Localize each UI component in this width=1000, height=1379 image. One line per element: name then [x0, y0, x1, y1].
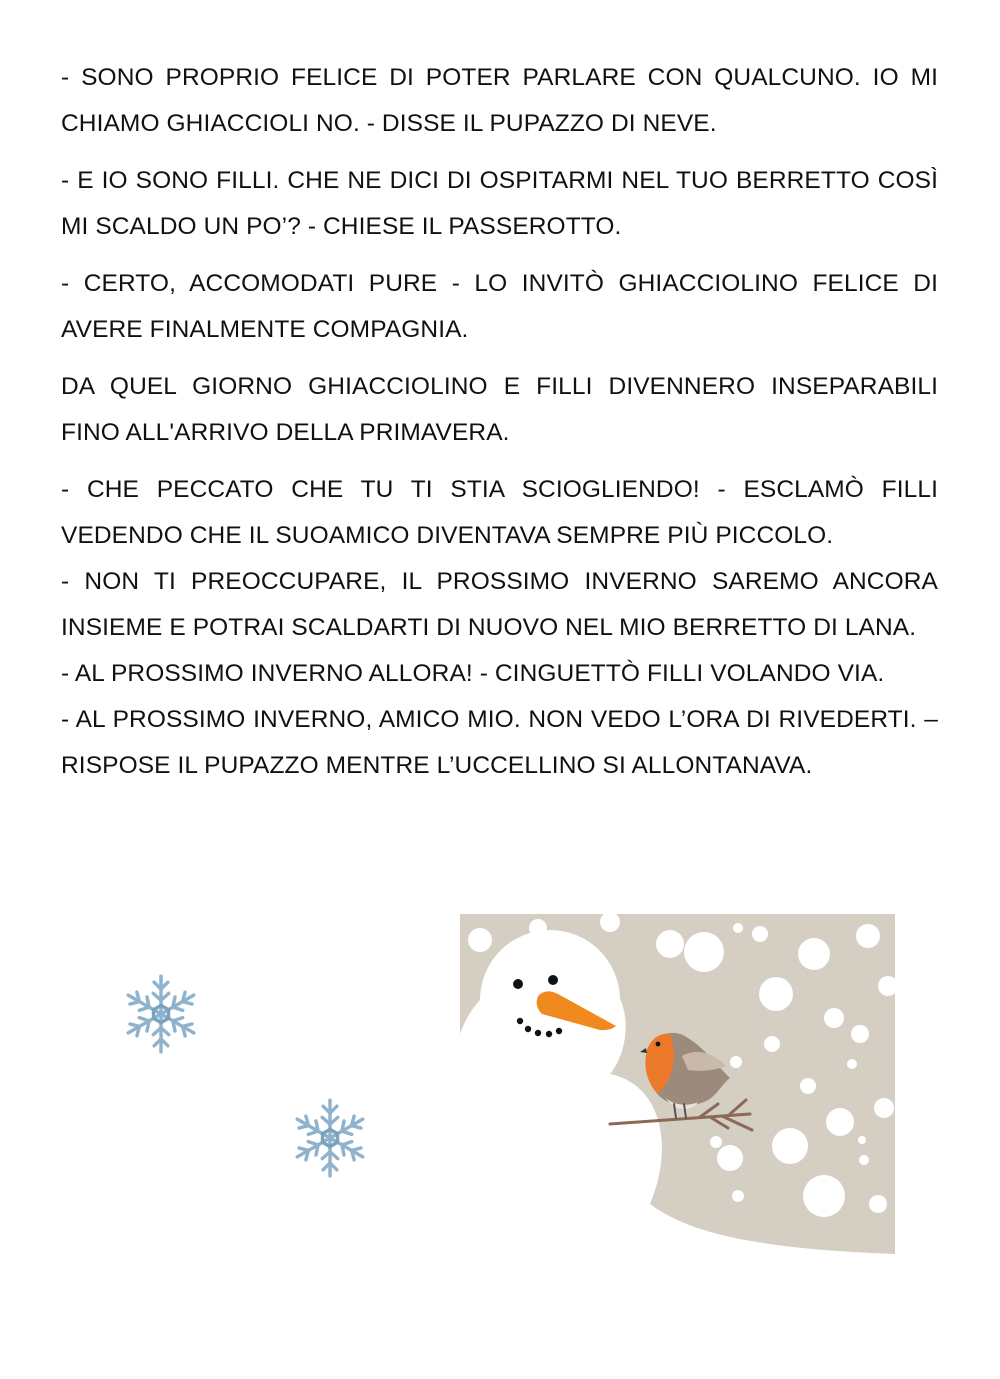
story-paragraph: DA QUEL GIORNO GHIACCIOLINO E FILLI DIVENNERO INSEPARABILI FINO ALL'ARRIVO DELLA PRIMAVERA. — [61, 373, 938, 446]
story-text — [61, 55, 938, 789]
story-paragraph: - AL PROSSIMO INVERNO ALLORA! - CINGUETTÒ FILLI VOLANDO VIA. — [61, 660, 885, 687]
story-paragraph: - E IO SONO FILLI. CHE NE DICI DI OSPITARMI NEL TUO BERRETTO COSÌ MI SCALDO UN PO’? - CHIESE IL PASSEROTTO. — [61, 167, 938, 240]
snowflake-icon — [287, 1092, 373, 1184]
story-paragraph: - AL PROSSIMO INVERNO, AMICO MIO. NON VEDO L’ORA DI RIVEDERTI. – RISPOSE IL PUPAZZO MENTRE L’UCCELLINO SI ALLONTANAVA. — [61, 706, 938, 779]
snowman-illustration — [460, 914, 895, 1297]
story-paragraph: - CHE PECCATO CHE TU TI STIA SCIOGLIENDO! - ESCLAMÒ FILLI VEDENDO CHE IL SUOAMICO DIVENTAVA SEMPRE PIÙ PICCOLO. — [61, 476, 938, 549]
story-paragraph: - CERTO, ACCOMODATI PURE - LO INVITÒ GHIACCIOLINO FELICE DI AVERE FINALMENTE COMPAGNIA. — [61, 270, 938, 343]
story-paragraph: - NON TI PREOCCUPARE, IL PROSSIMO INVERNO SAREMO ANCORA INSIEME E POTRAI SCALDARTI DI NUOVO NEL MIO BERRETTO DI LANA. — [61, 568, 938, 641]
snowflake-icon — [118, 968, 204, 1060]
story-paragraph: - SONO PROPRIO FELICE DI POTER PARLARE CON QUALCUNO. IO MI CHIAMO GHIACCIOLI NO. - DISSE IL PUPAZZO DI NEVE. — [61, 64, 938, 137]
